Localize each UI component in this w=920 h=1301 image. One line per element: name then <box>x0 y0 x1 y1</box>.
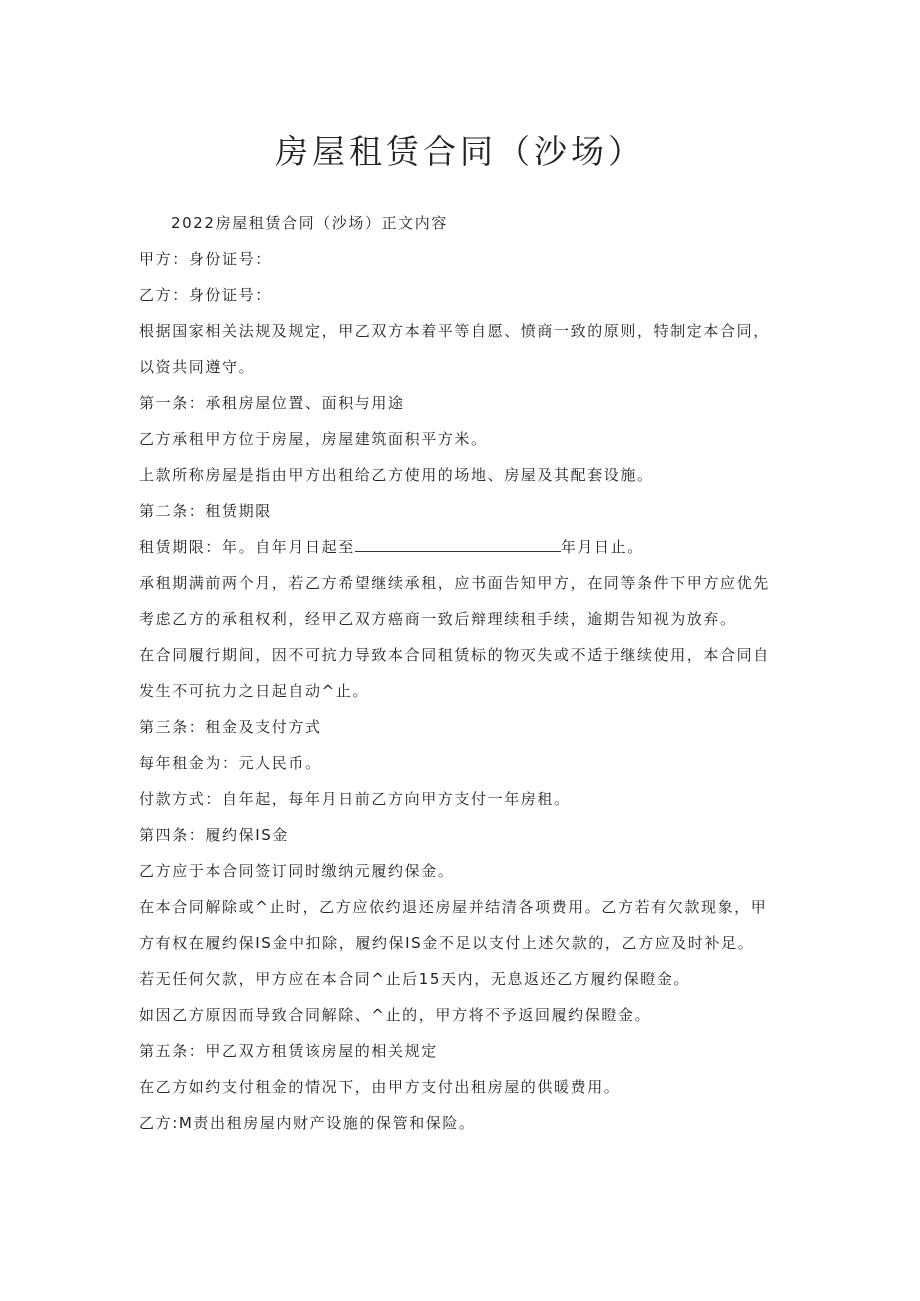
paragraph-line: 根据国家相关法规及规定，甲乙双方本着平等自愿、愤商一致的原则，特制定本合同， <box>139 322 770 340</box>
paragraph-line: 乙方:M责出租房屋内财产设施的保管和保险。 <box>139 1114 476 1132</box>
paragraph-line: 乙方承租甲方位于房屋，房屋建筑面积平方米。 <box>139 430 488 448</box>
paragraph-line: 在合同履行期间，因不可抗力导致本合同租赁标的物灭失或不适于继续使用，本合同自 <box>139 646 770 664</box>
paragraph-line: 以资共同遵守。 <box>139 358 256 376</box>
paragraph-line: 上款所称房屋是指由甲方出租给乙方使用的场地、房屋及其配套设施。 <box>139 466 654 484</box>
paragraph-line: 方有权在履约保IS金中扣除，履约保IS金不足以支付上述欠款的，乙方应及时补足。 <box>139 934 755 952</box>
article-heading: 第四条：履约保IS金 <box>139 826 289 844</box>
lease-term-start: 租赁期限：年。自年月日起至 <box>139 538 355 556</box>
article-heading: 第一条：承租房屋位置、面积与用途 <box>139 394 405 412</box>
document-body <box>139 205 799 1141</box>
paragraph-line: 考虑乙方的承租权利，经甲乙双方癌商一致后辩理续租手续，逾期告知视为放弃。 <box>139 610 737 628</box>
fill-in-blank <box>355 537 561 552</box>
lease-term-end: 年月日止。 <box>560 538 644 556</box>
paragraph-line: 在本合同解除或^止时，乙方应依约退还房屋并结清各项费用。乙方若有欠款现象，甲 <box>139 898 768 916</box>
document-title: 房屋租赁合同（沙场） <box>275 132 645 171</box>
party-a-line: 甲方：身份证号： <box>139 250 272 268</box>
lease-term-line <box>139 529 799 565</box>
paragraph-line: 付款方式：自年起，每年月日前乙方向甲方支付一年房租。 <box>139 790 571 808</box>
subtitle-line: 2022房屋租赁合同（沙场）正文内容 <box>171 214 448 232</box>
paragraph-line: 在乙方如约支付租金的情况下，由甲方支付出租房屋的供暖费用。 <box>139 1078 621 1096</box>
article-heading: 第二条：租赁期限 <box>139 502 272 520</box>
paragraph-line: 乙方应于本合同签订同时缴纳元履约保金。 <box>139 862 455 880</box>
paragraph-line: 如因乙方原因而导致合同解除、^止的，甲方将不予返回履约保瞪金。 <box>139 1006 652 1024</box>
paragraph-line: 发生不可抗力之日起自动^止。 <box>139 682 369 700</box>
paragraph-line: 每年租金为：元人民币。 <box>139 754 322 772</box>
article-heading: 第五条：甲乙双方租赁该房屋的相关规定 <box>139 1042 438 1060</box>
paragraph-line: 若无任何欠款，甲方应在本合同^止后15天内，无息返还乙方履约保瞪金。 <box>139 970 691 988</box>
article-heading: 第三条：租金及支付方式 <box>139 718 322 736</box>
party-b-line: 乙方：身份证号： <box>139 286 272 304</box>
paragraph-line: 承租期满前两个月，若乙方希望继续承租，应书面告知甲方，在同等条件下甲方应优先 <box>139 574 770 592</box>
